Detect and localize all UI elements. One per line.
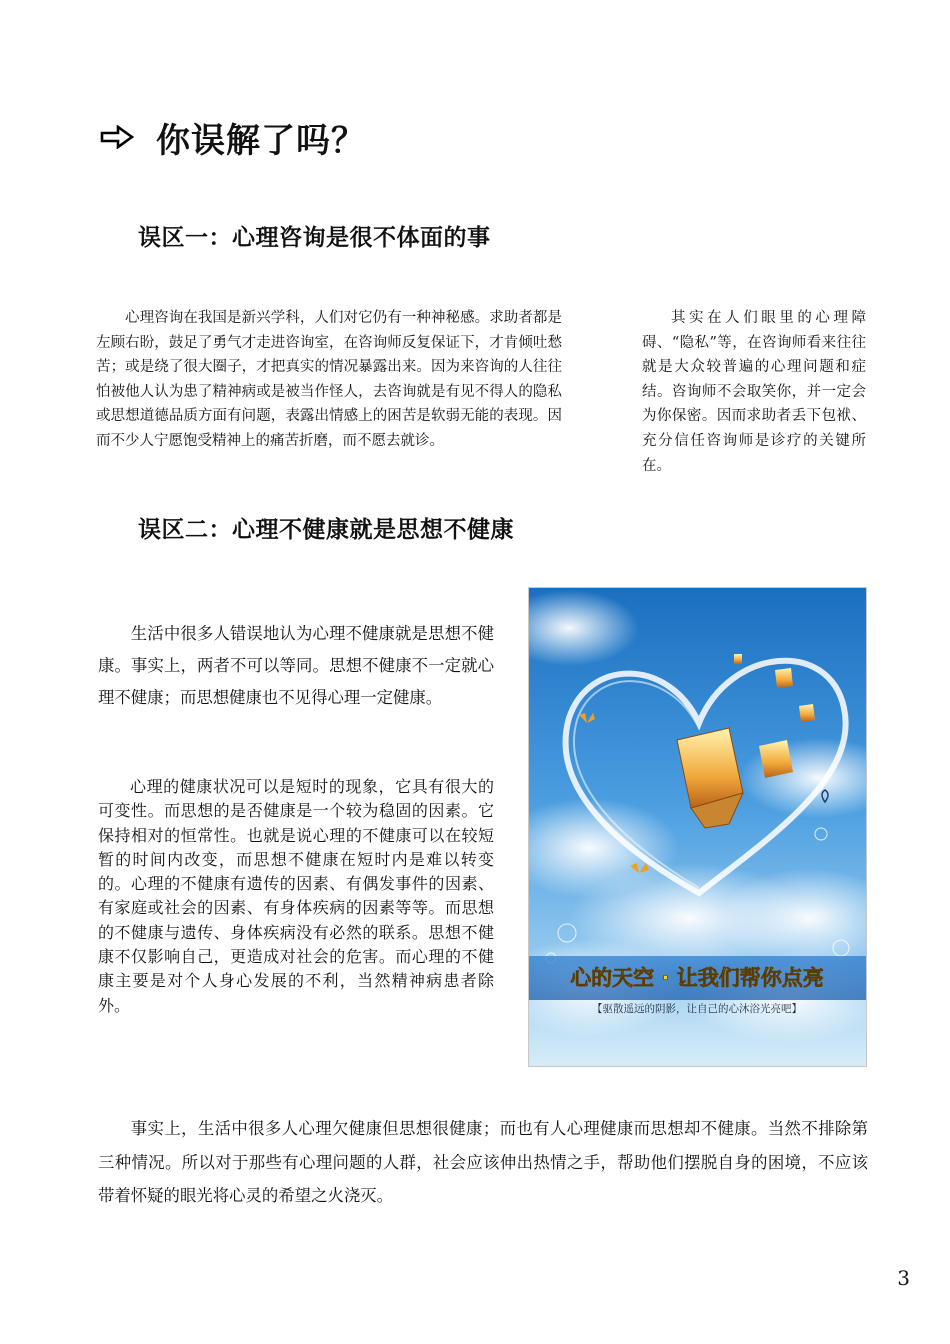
title-row: [100, 112, 366, 162]
section2-heading: 误区二：心理不健康就是思想不健康: [138, 517, 514, 543]
page-title: 你误解了吗？: [156, 120, 366, 161]
section2-closing-paragraph: 事实上，生活中很多人心理欠健康但思想很健康；而也有人心理健康而思想却不健康。当然不排除第三种情况。所以对于那些有心理问题的人群，社会应该伸出热情之手，帮助他们摆脱自身的困境，不应该带着怀疑的眼光将心灵的希望之火浇灭。: [98, 1119, 868, 1205]
right-arrow-outline-icon: [100, 125, 134, 149]
section2-paragraph-2: 心理的健康状况可以是短时的现象，它具有很大的可变性。而思想的是否健康是一个较为稳固的因素。它保持相对的恒常性。也就是说心理的不健康可以在较短暂的时间内改变，而思想不健康在短时内是难以转变的。心理的不健康有遗传的因素、有偶发事件的因素、有家庭或社会的因素、有身体疾病的因素等等。而思想的不健康与遗传、身体疾病没有必然的联系。思想不健康不仅影响自己，更造成对社会的危害。而心理的不健康主要是对个人身心发展的不利，当然精神病患者除外。: [98, 777, 494, 1015]
page-number: 3: [897, 1266, 910, 1290]
section1-right-paragraph: 其实在人们眼里的心理障碍、“隐私”等，在咨询师看来往往就是大众较普遍的心理问题和症结。咨询师不会取笑你，并一定会为你保密。因而求助者丢下包袱、充分信任咨询师是诊疗的关键所在。: [642, 310, 866, 474]
section1-heading: 误区一：心理咨询是很不体面的事: [138, 225, 491, 251]
poster-image: [528, 587, 867, 1067]
section1-left-paragraph: 心理咨询在我国是新兴学科，人们对它仍有一种神秘感。求助者都是左顾右盼，鼓足了勇气才走进咨询室，在咨询师反复保证下，才肯倾吐愁苦；或是绕了很大圈子，才把真实的情况暴露出来。因为来咨询的人往往怕被他人认为患了精神病或是被当作怪人，去咨询就是有见不得人的隐私或思想道德品质方面有问题，表露出情感上的困苦是软弱无能的表现。因而不少人宁愿饱受精神上的痛苦折磨，而不愿去就诊。: [96, 310, 562, 449]
poster-tagline: 【驱散遥远的阴影，让自己的心沐浴光亮吧】: [592, 1003, 802, 1015]
section2-paragraph-1: 生活中很多人错误地认为心理不健康就是思想不健康。事实上，两者不可以等同。思想不健康不一定就心理不健康；而思想健康也不见得心理一定健康。: [98, 624, 494, 707]
poster-headline: 心的天空 · 让我们帮你点亮: [570, 966, 824, 990]
